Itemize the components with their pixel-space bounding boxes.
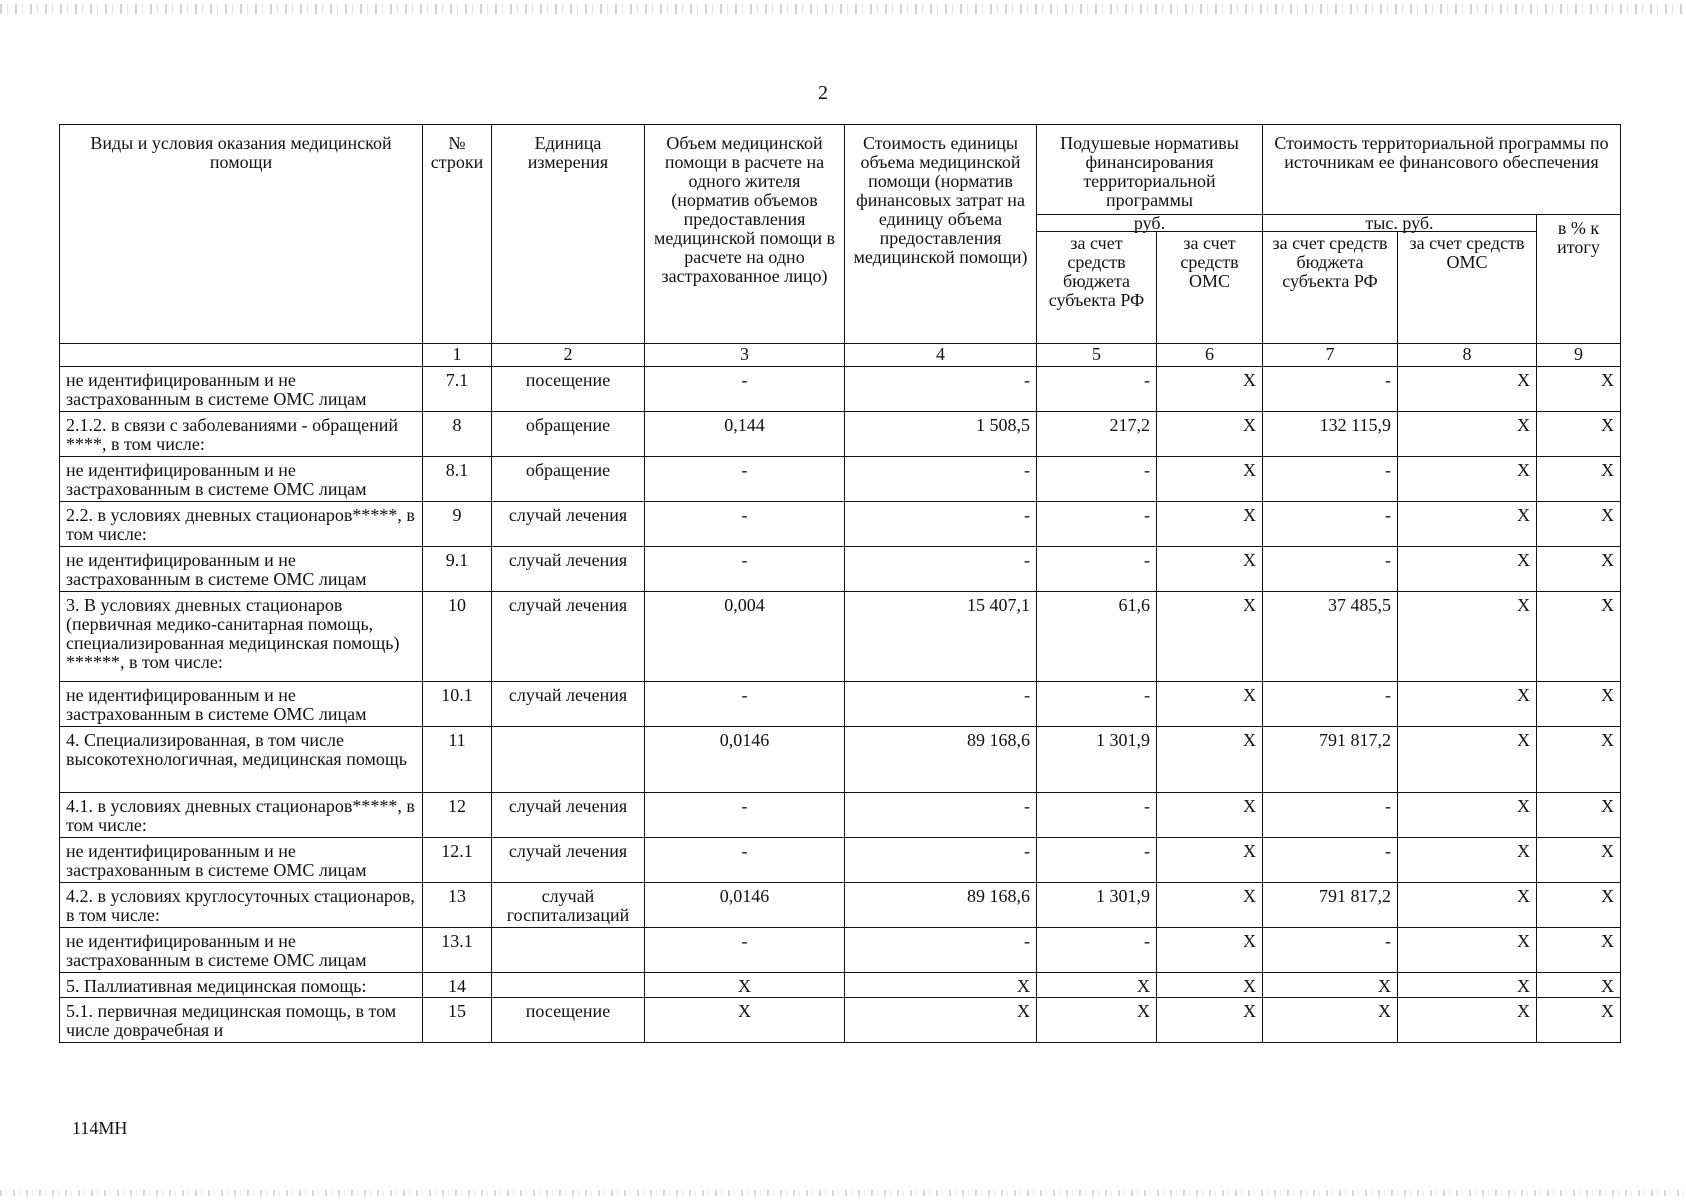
row-cost: 89 168,6 bbox=[845, 883, 1037, 928]
footer-code: 114МН bbox=[72, 1118, 128, 1138]
colnum-8: 8 bbox=[1398, 344, 1537, 367]
row-pct-total: X bbox=[1537, 998, 1621, 1043]
row-pct-total: X bbox=[1537, 592, 1621, 682]
row-cost: - bbox=[845, 502, 1037, 547]
row-volume: - bbox=[645, 793, 845, 838]
row-budget-subject-rub: - bbox=[1037, 928, 1157, 973]
row-volume: X bbox=[645, 998, 845, 1043]
row-cost: - bbox=[845, 928, 1037, 973]
header-rub: руб. bbox=[1037, 215, 1263, 232]
row-unit bbox=[492, 928, 645, 973]
header-per-capita-group: Подушевые нормативы финансирования территориальной программы bbox=[1037, 125, 1263, 215]
row-budget-subject-thous: 791 817,2 bbox=[1263, 727, 1398, 793]
page-number: 2 bbox=[818, 82, 828, 104]
row-oms-rub: X bbox=[1157, 838, 1263, 883]
row-oms-thous: X bbox=[1398, 502, 1537, 547]
row-pct-total: X bbox=[1537, 412, 1621, 457]
row-number: 15 bbox=[423, 998, 492, 1043]
row-cost: - bbox=[845, 367, 1037, 412]
table-row bbox=[60, 793, 1621, 838]
row-volume: - bbox=[645, 367, 845, 412]
row-budget-subject-rub: - bbox=[1037, 547, 1157, 592]
row-number: 14 bbox=[423, 973, 492, 998]
row-budget-subject-rub: - bbox=[1037, 682, 1157, 727]
row-unit: посещение bbox=[492, 998, 645, 1043]
header-oms-8: за счет средств ОМС bbox=[1398, 232, 1537, 344]
row-oms-thous: X bbox=[1398, 838, 1537, 883]
header-budget-subject-5: за счет средств бюджета субъекта РФ bbox=[1037, 232, 1157, 344]
row-cost: 15 407,1 bbox=[845, 592, 1037, 682]
colnum-3: 3 bbox=[645, 344, 845, 367]
table-row bbox=[60, 547, 1621, 592]
row-number: 7.1 bbox=[423, 367, 492, 412]
row-cost: X bbox=[845, 998, 1037, 1043]
row-budget-subject-thous: - bbox=[1263, 793, 1398, 838]
row-name: 2.1.2. в связи с заболеваниями - обращений ****, в том числе: bbox=[60, 412, 423, 457]
row-budget-subject-rub: 1 301,9 bbox=[1037, 727, 1157, 793]
row-budget-subject-rub: X bbox=[1037, 998, 1157, 1043]
row-name: 4.1. в условиях дневных стационаров*****, в том числе: bbox=[60, 793, 423, 838]
row-oms-rub: X bbox=[1157, 682, 1263, 727]
row-volume: - bbox=[645, 547, 845, 592]
row-name: 5.1. первичная медицинская помощь, в том числе доврачебная и bbox=[60, 998, 423, 1043]
row-number: 10.1 bbox=[423, 682, 492, 727]
row-budget-subject-rub: 217,2 bbox=[1037, 412, 1157, 457]
row-oms-thous: X bbox=[1398, 457, 1537, 502]
row-number: 9 bbox=[423, 502, 492, 547]
row-name: 3. В условиях дневных стационаров (первичная медико-санитарная помощь, специализированная медицинская помощь) ******, в том числе: bbox=[60, 592, 423, 682]
header-pct-total: в % к итогу bbox=[1537, 215, 1621, 344]
row-pct-total: X bbox=[1537, 367, 1621, 412]
header-unit: Единица измерения bbox=[492, 125, 645, 344]
row-budget-subject-rub: - bbox=[1037, 367, 1157, 412]
row-budget-subject-thous: - bbox=[1263, 928, 1398, 973]
table-row bbox=[60, 973, 1621, 998]
row-oms-thous: X bbox=[1398, 928, 1537, 973]
row-pct-total: X bbox=[1537, 547, 1621, 592]
header-budget-subject-7: за счет средств бюджета субъекта РФ bbox=[1263, 232, 1398, 344]
header-thous-rub: тыс. руб. bbox=[1263, 215, 1537, 232]
row-pct-total: X bbox=[1537, 457, 1621, 502]
row-oms-rub: X bbox=[1157, 457, 1263, 502]
row-name: 2.2. в условиях дневных стационаров*****, в том числе: bbox=[60, 502, 423, 547]
table-row bbox=[60, 502, 1621, 547]
row-name: не идентифицированным и не застрахованным в системе ОМС лицам bbox=[60, 682, 423, 727]
row-budget-subject-thous: X bbox=[1263, 973, 1398, 998]
table-row bbox=[60, 998, 1621, 1043]
colnum-0 bbox=[60, 344, 423, 367]
row-number: 11 bbox=[423, 727, 492, 793]
scan-artifact-bottom bbox=[0, 1190, 1686, 1196]
row-unit: случай лечения bbox=[492, 838, 645, 883]
row-oms-thous: X bbox=[1398, 547, 1537, 592]
row-unit bbox=[492, 973, 645, 998]
row-name: 4. Специализированная, в том числе высокотехнологичная, медицинская помощь bbox=[60, 727, 423, 793]
row-unit: обращение bbox=[492, 412, 645, 457]
row-name: не идентифицированным и не застрахованным в системе ОМС лицам bbox=[60, 838, 423, 883]
row-volume: 0,0146 bbox=[645, 883, 845, 928]
table-row bbox=[60, 838, 1621, 883]
row-oms-thous: X bbox=[1398, 727, 1537, 793]
row-unit bbox=[492, 727, 645, 793]
table-row bbox=[60, 928, 1621, 973]
row-budget-subject-rub: 1 301,9 bbox=[1037, 883, 1157, 928]
table-header bbox=[60, 125, 1621, 367]
row-unit: случай лечения bbox=[492, 682, 645, 727]
colnum-6: 6 bbox=[1157, 344, 1263, 367]
row-budget-subject-thous: - bbox=[1263, 457, 1398, 502]
row-budget-subject-rub: - bbox=[1037, 457, 1157, 502]
row-unit: случай госпитализаций bbox=[492, 883, 645, 928]
row-unit: посещение bbox=[492, 367, 645, 412]
row-oms-rub: X bbox=[1157, 883, 1263, 928]
row-cost: - bbox=[845, 838, 1037, 883]
row-oms-rub: X bbox=[1157, 592, 1263, 682]
row-number: 10 bbox=[423, 592, 492, 682]
row-volume: - bbox=[645, 928, 845, 973]
row-oms-rub: X bbox=[1157, 793, 1263, 838]
row-name: не идентифицированным и не застрахованным в системе ОМС лицам bbox=[60, 928, 423, 973]
header-program-cost-group: Стоимость территориальной программы по источникам ее финансового обеспечения bbox=[1263, 125, 1621, 215]
row-oms-rub: X bbox=[1157, 547, 1263, 592]
row-budget-subject-thous: 37 485,5 bbox=[1263, 592, 1398, 682]
row-oms-rub: X bbox=[1157, 973, 1263, 998]
colnum-1: 1 bbox=[423, 344, 492, 367]
financing-table bbox=[59, 124, 1621, 1043]
row-number: 9.1 bbox=[423, 547, 492, 592]
row-pct-total: X bbox=[1537, 928, 1621, 973]
table-row bbox=[60, 457, 1621, 502]
scan-artifact-top bbox=[0, 4, 1686, 14]
row-number: 8 bbox=[423, 412, 492, 457]
row-oms-rub: X bbox=[1157, 412, 1263, 457]
table-row bbox=[60, 883, 1621, 928]
row-pct-total: X bbox=[1537, 793, 1621, 838]
row-budget-subject-rub: - bbox=[1037, 838, 1157, 883]
row-volume: - bbox=[645, 457, 845, 502]
row-oms-rub: X bbox=[1157, 367, 1263, 412]
header-oms-6: за счет средств ОМС bbox=[1157, 232, 1263, 344]
row-number: 12 bbox=[423, 793, 492, 838]
row-oms-thous: X bbox=[1398, 998, 1537, 1043]
row-name: 4.2. в условиях круглосуточных стационаров, в том числе: bbox=[60, 883, 423, 928]
row-oms-rub: X bbox=[1157, 727, 1263, 793]
row-cost: - bbox=[845, 682, 1037, 727]
row-name: 5. Паллиативная медицинская помощь: bbox=[60, 973, 423, 998]
colnum-7: 7 bbox=[1263, 344, 1398, 367]
row-budget-subject-thous: 791 817,2 bbox=[1263, 883, 1398, 928]
row-unit: обращение bbox=[492, 457, 645, 502]
row-cost: - bbox=[845, 547, 1037, 592]
table-row bbox=[60, 682, 1621, 727]
row-budget-subject-thous: - bbox=[1263, 502, 1398, 547]
row-cost: X bbox=[845, 973, 1037, 998]
column-number-row bbox=[60, 344, 1621, 367]
row-volume: - bbox=[645, 682, 845, 727]
row-budget-subject-thous: - bbox=[1263, 682, 1398, 727]
row-unit: случай лечения bbox=[492, 547, 645, 592]
row-volume: - bbox=[645, 838, 845, 883]
colnum-4: 4 bbox=[845, 344, 1037, 367]
row-budget-subject-thous: X bbox=[1263, 998, 1398, 1043]
row-budget-subject-rub: 61,6 bbox=[1037, 592, 1157, 682]
row-pct-total: X bbox=[1537, 838, 1621, 883]
row-name: не идентифицированным и не застрахованным в системе ОМС лицам bbox=[60, 457, 423, 502]
row-oms-rub: X bbox=[1157, 928, 1263, 973]
row-volume: 0,0146 bbox=[645, 727, 845, 793]
colnum-9: 9 bbox=[1537, 344, 1621, 367]
row-number: 13 bbox=[423, 883, 492, 928]
row-unit: случай лечения bbox=[492, 592, 645, 682]
table-body bbox=[60, 367, 1621, 1043]
row-unit: случай лечения bbox=[492, 502, 645, 547]
row-pct-total: X bbox=[1537, 727, 1621, 793]
row-oms-thous: X bbox=[1398, 973, 1537, 998]
row-budget-subject-thous: 132 115,9 bbox=[1263, 412, 1398, 457]
row-pct-total: X bbox=[1537, 973, 1621, 998]
row-oms-rub: X bbox=[1157, 998, 1263, 1043]
header-row-no: № строки bbox=[423, 125, 492, 344]
table-row bbox=[60, 367, 1621, 412]
row-budget-subject-thous: - bbox=[1263, 547, 1398, 592]
header-volume: Объем медицинской помощи в расчете на одного жителя (норматив объемов предоставления медицинской помощи в расчете на одно застрахованное лицо) bbox=[645, 125, 845, 344]
row-oms-thous: X bbox=[1398, 793, 1537, 838]
row-budget-subject-thous: - bbox=[1263, 838, 1398, 883]
row-pct-total: X bbox=[1537, 682, 1621, 727]
table-row bbox=[60, 412, 1621, 457]
row-oms-thous: X bbox=[1398, 412, 1537, 457]
header-cost: Стоимость единицы объема медицинской помощи (норматив финансовых затрат на единицу объема предоставления медицинской помощи) bbox=[845, 125, 1037, 344]
row-pct-total: X bbox=[1537, 502, 1621, 547]
row-volume: 0,004 bbox=[645, 592, 845, 682]
row-cost: 1 508,5 bbox=[845, 412, 1037, 457]
header-type: Виды и условия оказания медицинской помощи bbox=[60, 125, 423, 344]
row-number: 12.1 bbox=[423, 838, 492, 883]
row-pct-total: X bbox=[1537, 883, 1621, 928]
colnum-5: 5 bbox=[1037, 344, 1157, 367]
row-cost: 89 168,6 bbox=[845, 727, 1037, 793]
row-oms-thous: X bbox=[1398, 592, 1537, 682]
row-volume: - bbox=[645, 502, 845, 547]
colnum-2: 2 bbox=[492, 344, 645, 367]
table-row bbox=[60, 592, 1621, 682]
row-name: не идентифицированным и не застрахованным в системе ОМС лицам bbox=[60, 367, 423, 412]
row-oms-rub: X bbox=[1157, 502, 1263, 547]
row-number: 13.1 bbox=[423, 928, 492, 973]
row-number: 8.1 bbox=[423, 457, 492, 502]
row-oms-thous: X bbox=[1398, 367, 1537, 412]
row-budget-subject-rub: - bbox=[1037, 502, 1157, 547]
row-cost: - bbox=[845, 457, 1037, 502]
table-row bbox=[60, 727, 1621, 793]
row-budget-subject-rub: - bbox=[1037, 793, 1157, 838]
row-volume: X bbox=[645, 973, 845, 998]
row-cost: - bbox=[845, 793, 1037, 838]
row-volume: 0,144 bbox=[645, 412, 845, 457]
row-budget-subject-thous: - bbox=[1263, 367, 1398, 412]
row-name: не идентифицированным и не застрахованным в системе ОМС лицам bbox=[60, 547, 423, 592]
row-unit: случай лечения bbox=[492, 793, 645, 838]
row-budget-subject-rub: X bbox=[1037, 973, 1157, 998]
row-oms-thous: X bbox=[1398, 682, 1537, 727]
row-oms-thous: X bbox=[1398, 883, 1537, 928]
